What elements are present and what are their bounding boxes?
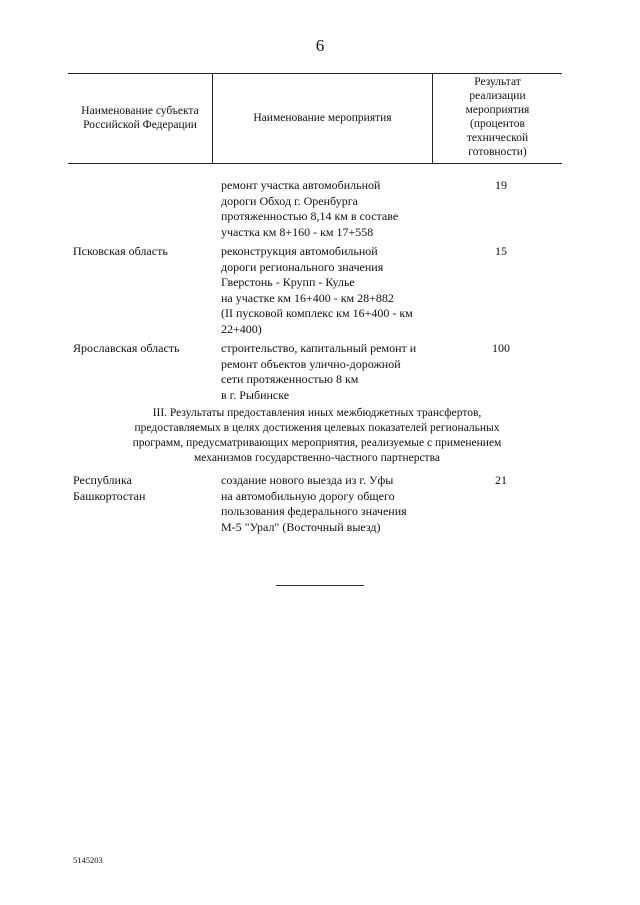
header-event xyxy=(213,111,432,125)
header-result xyxy=(433,75,562,159)
event-line: Гверстонь - Крупп - Кулье xyxy=(221,275,355,289)
row-event xyxy=(221,473,407,535)
row-region xyxy=(73,473,145,504)
row-result: 21 xyxy=(495,473,507,487)
section-line: предоставляемых в целях достижения целевых показателей региональных xyxy=(134,422,500,434)
region-line: Псковская область xyxy=(73,244,168,258)
header-line: Результат xyxy=(474,76,521,88)
row-result: 19 xyxy=(495,178,507,192)
event-line: М-5 "Урал" (Восточный выезд) xyxy=(221,519,381,534)
row-region xyxy=(73,244,168,260)
event-line: участка км 8+160 - км 17+558 xyxy=(221,224,374,239)
page-number: 6 xyxy=(315,36,325,55)
header-line: технической xyxy=(466,132,529,144)
row-region xyxy=(73,341,180,357)
row-result: 15 xyxy=(495,244,507,258)
document-code: 5145203 xyxy=(73,855,103,865)
event-line: создание нового выезда из г. Уфы xyxy=(221,473,394,487)
header-line: Российской Федерации xyxy=(83,119,197,131)
event-line: реконструкция автомобильной xyxy=(221,244,378,258)
header-bottom-rule xyxy=(68,163,562,164)
header-line: (процентов xyxy=(470,118,525,130)
header-line: готовности) xyxy=(468,146,527,158)
header-top-rule xyxy=(68,73,562,74)
event-line: ремонт объектов улично-дорожной xyxy=(221,356,401,371)
event-line: в г. Рыбинске xyxy=(221,387,290,402)
header-line: Наименование субъекта xyxy=(81,105,199,117)
event-line: дороги регионального значения xyxy=(221,259,384,274)
event-line: на автомобильную дорогу общего xyxy=(221,488,395,503)
region-line: Республика xyxy=(73,473,132,487)
event-line: (II пусковой комплекс км 16+400 - км xyxy=(221,306,413,320)
event-line: пользования федерального значения xyxy=(221,504,407,518)
section-line: механизмов государственно-частного партнерства xyxy=(194,452,440,464)
event-line: строительство, капитальный ремонт и xyxy=(221,341,417,355)
header-region xyxy=(68,104,212,132)
row-result: 100 xyxy=(492,341,510,355)
end-separator xyxy=(276,585,364,586)
row-event xyxy=(221,341,416,403)
event-line: протяженностью 8,14 км в составе xyxy=(221,209,399,223)
header-line: реализации xyxy=(469,90,526,102)
header-line: мероприятия xyxy=(465,104,530,116)
event-line: сети протяженностью 8 км xyxy=(221,372,359,386)
section-line: программ, предусматривающих мероприятия, реализуемые с применением xyxy=(132,437,502,449)
region-line: Ярославская область xyxy=(73,341,180,355)
header-line: Наименование мероприятия xyxy=(253,112,392,124)
event-line: 22+400) xyxy=(221,321,262,336)
section-line: III. Результаты предоставления иных межбюджетных трансфертов, xyxy=(152,407,482,419)
event-line: ремонт участка автомобильной xyxy=(221,178,381,192)
row-event xyxy=(221,178,398,240)
row-event xyxy=(221,244,413,337)
event-line: на участке км 16+400 - км 28+882 xyxy=(221,290,394,305)
region-line: Башкортостан xyxy=(73,488,146,503)
section-heading xyxy=(70,406,564,466)
event-line: дороги Обход г. Оренбурга xyxy=(221,193,358,208)
